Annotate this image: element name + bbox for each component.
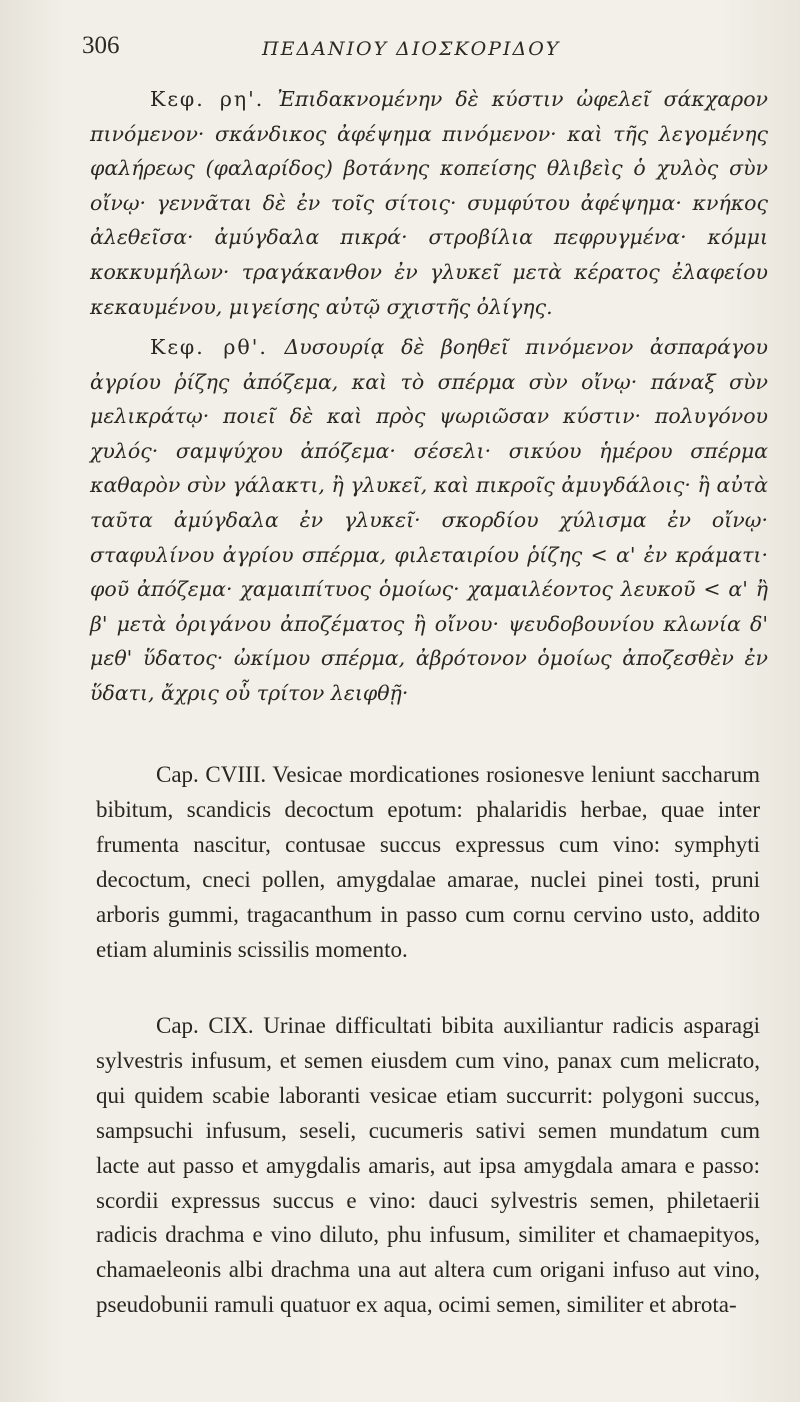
chapter-label: Cap. CIX. xyxy=(156,1013,254,1038)
page-number: 306 xyxy=(82,32,120,59)
chapter-text: Vesicae mordicationes rosionesve leniunt saccharum bibitum, scandicis decoctum epotum: phalaridis herbae, quae inter frumenta nascitur, contusae succus expressus cum vino: symphyti decoctum, cneci pollen, amygdalae amarae, nuclei pinei tosti, pruni arboris gummi, tragacanthum in passo cum cornu cervino usto, addito etiam aluminis scissilis momento. xyxy=(96,762,760,962)
greek-chapter-109 xyxy=(90,330,768,711)
greek-paragraph xyxy=(90,82,768,324)
running-head: ΠΕΔΑΝΙΟΥ ΔΙΟΣΚΟΡΙΔΟΥ xyxy=(262,38,561,60)
chapter-text: Ἐπιδακνομένην δὲ κύστιν ὠφελεῖ σάκχαρον πινόμενον· σκάνδικος ἀφέψημα πινόμενον· καὶ τῆς λεγομένης φαλήρεως (φαλαρίδος) βοτάνης κοπείσης θλιβεὶς ὁ χυλὸς σὺν οἴνῳ· γεννᾶται δὲ ἐν τοῖς σίτοις· συμφύτου ἀφέψημα· κνήκος ἀλεθεῖσα· ἀμύγδαλα πικρά· στροβίλια πεφρυγμένα· κόμμι κοκκυμήλων· τραγάκανθον ἐν γλυκεῖ μετὰ κέρατος ἐλαφείου κεκαυμένου, μιγείσης αὐτῷ σχιστῆς ὀλίγης. xyxy=(90,87,768,319)
page-header xyxy=(82,32,760,66)
latin-chapter-109 xyxy=(96,1009,760,1323)
greek-chapter-108 xyxy=(90,82,768,324)
greek-paragraph xyxy=(90,330,768,711)
chapter-label: Cap. CVIII. xyxy=(156,762,267,787)
chapter-text: Δυσουρίᾳ δὲ βοηθεῖ πινόμενον ἀσπαράγου ἀγρίου ῥίζης ἀπόζεμα, καὶ τὸ σπέρμα σὺν οἴνῳ· πάναξ σὺν μελικράτῳ· ποιεῖ δὲ καὶ πρὸς ψωριῶσαν κύστιν· πολυγόνου χυλός· σαμψύχου ἀπόζεμα· σέσελι· σικύου ἡμέρου σπέρμα καθαρὸν σὺν γάλακτι, ἢ γλυκεῖ, καὶ πικροῖς ἀμυγδάλοις· ἢ αὐτὰ ταῦτα ἀμύγδαλα ἐν γλυκεῖ· σκορδίου χύλισμα ἐν οἴνῳ· σταφυλίνου ἀγρίου σπέρμα, φιλεταιρίου ῥίζης < α' ἐν κράματι· φοῦ ἀπόζεμα· χαμαιπίτυος ὁμοίως· χαμαιλέοντος λευκοῦ < α' ἢ β' μετὰ ὀριγάνου ἀποζέματος ἢ οἴνου· ψευδοβουνίου κλωνία δ' μεθ' ὕδατος· ὠκίμου σπέρμα, ἀβρότονον ὁμοίως ἀποζεσθὲν ἐν ὕδατι, ἄχρις οὗ τρίτον λειφθῇ· xyxy=(90,335,768,705)
latin-paragraph xyxy=(96,758,760,967)
latin-chapter-108 xyxy=(96,758,760,967)
chapter-label: Κεφ. ρθ'. xyxy=(150,335,268,359)
latin-paragraph xyxy=(96,1009,760,1323)
chapter-label: Κεφ. ρη'. xyxy=(150,87,265,111)
chapter-text: Urinae difficultati bibita auxiliantur radicis asparagi sylvestris infusum, et semen eiusdem cum vino, panax cum melicrato, qui quidem scabie laboranti vesicae etiam succurrit: polygoni succus, sampsuchi infusum, seseli, cucumeris sativi semen mundatum cum lacte aut passo et amygdalis amaris, aut ipsa amygdala amara e passo: scordii expressus succus e vino: dauci sylvestris semen, philetaerii radicis drachma e vino diluto, phu infusum, similiter et chamaepityos, chamaeleonis albi drachma una aut altera cum origani infuso aut vino, pseudobunii ramuli quatuor ex aqua, ocimi semen, similiter et abrota- xyxy=(96,1013,761,1318)
